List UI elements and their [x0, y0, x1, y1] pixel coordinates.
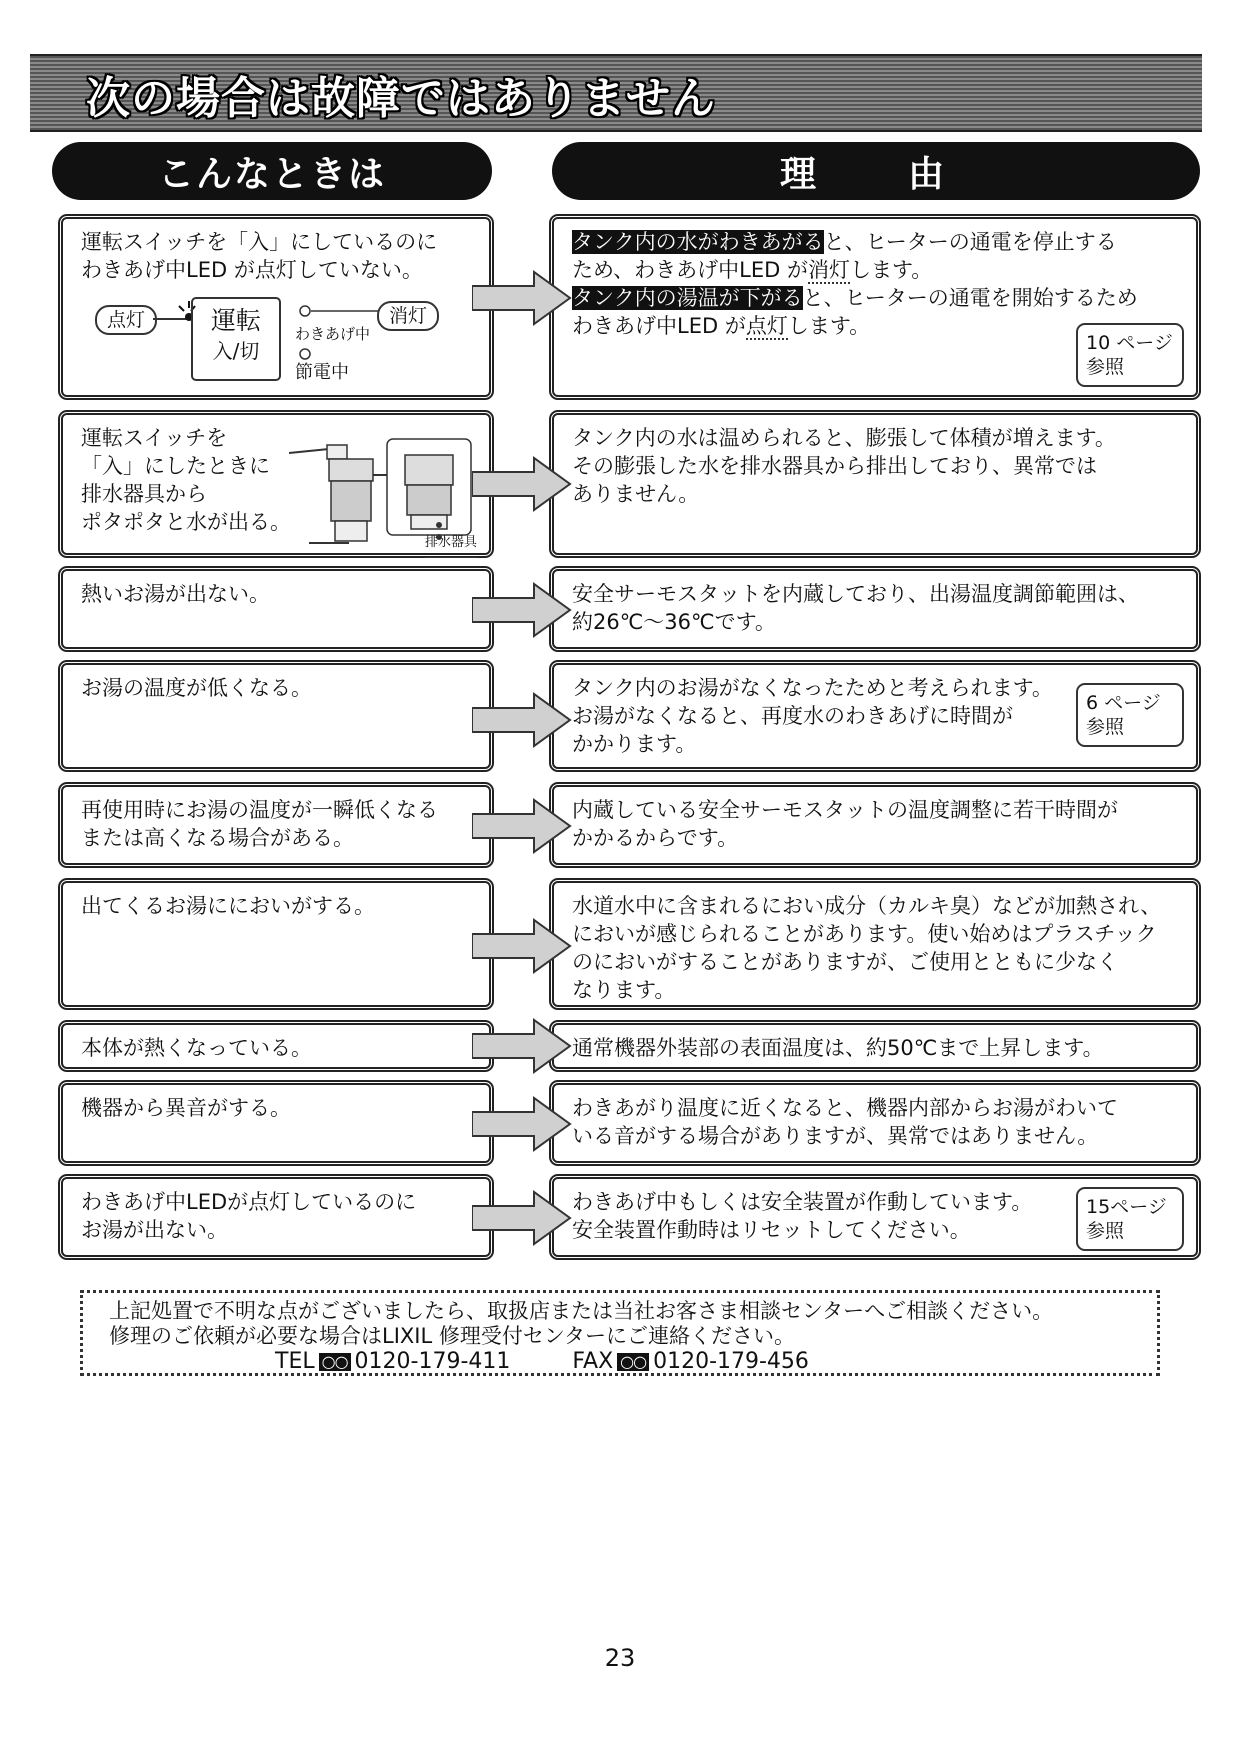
notice-line: 上記処置で不明な点がございましたら、取扱店または当社お客さま相談センターへご相談ください。 — [109, 1299, 1054, 1323]
arrow-icon — [472, 798, 572, 854]
arrow-icon — [472, 1096, 572, 1152]
reason-text: かかるからです。 — [572, 826, 739, 850]
reason-text: 安全装置作動時はリセットしてください。 — [572, 1218, 971, 1242]
symptom-text: わきあげ中LEDが点灯しているのに — [81, 1190, 417, 1214]
reason-text: 通常機器外装部の表面温度は、約50℃まで上昇します。 — [572, 1036, 1104, 1060]
reason-row-4 — [549, 660, 1201, 772]
symptom-row-3 — [58, 566, 494, 652]
symptom-row-8 — [58, 1080, 494, 1166]
reason-text: なります。 — [572, 978, 676, 1002]
arrow-icon — [472, 582, 572, 638]
symptom-row-5 — [58, 782, 494, 868]
arrow-icon — [472, 270, 572, 326]
reason-text: 内蔵している安全サーモスタットの温度調整に若干時間が — [572, 798, 1118, 822]
reason-text: 安全サーモスタットを内蔵しており、出湯温度調節範囲は、 — [572, 582, 1139, 606]
symptom-text: わきあげ中LED が点灯していない。 — [81, 258, 423, 282]
tel-number: 0120-179-411 — [354, 1349, 511, 1374]
led-boiling-label: わきあげ中 — [295, 325, 371, 343]
symptom-text: お湯の温度が低くなる。 — [81, 676, 312, 700]
power-switch — [191, 297, 281, 381]
switch-led-illustration — [63, 291, 483, 381]
reason-text: かかります。 — [572, 732, 697, 756]
symptom-row-2 — [58, 410, 494, 558]
reason-text: 約26℃～36℃です。 — [572, 610, 776, 634]
reason-text: わきあげ中LED が点灯します。 — [572, 314, 871, 338]
free-dial-icon: ○○ — [319, 1353, 351, 1371]
switch-main-label: 運転 — [210, 306, 261, 335]
tel-label: TEL — [275, 1349, 315, 1374]
reason-text: タンク内のお湯がなくなったためと考えられます。 — [572, 676, 1053, 700]
reason-text: 水道水中に含まれるにおい成分（カルキ臭）などが加熱され、 — [572, 894, 1162, 918]
reason-text: においが感じられることがあります。使い始めはプラスチック — [572, 922, 1157, 946]
symptom-text: 運転スイッチを — [81, 426, 228, 450]
phone-row — [109, 1349, 1131, 1374]
led-eco-label: 節電中 — [295, 362, 349, 383]
free-dial-icon: ○○ — [617, 1353, 649, 1371]
contact-notice — [80, 1290, 1160, 1376]
arrow-icon — [472, 456, 572, 512]
symptom-text: 排水器具から — [81, 482, 207, 506]
symptom-text: 本体が熱くなっている。 — [81, 1036, 312, 1060]
reason-text: ありません。 — [572, 482, 700, 506]
symptom-text: 熱いお湯が出ない。 — [81, 582, 270, 606]
symptom-text: 機器から異音がする。 — [81, 1096, 291, 1120]
symptom-row-4 — [58, 660, 494, 772]
reason-row-3 — [549, 566, 1201, 652]
symptom-text: 運転スイッチを「入」にしているのに — [81, 230, 438, 254]
arrow-icon — [472, 1018, 572, 1074]
header-banner — [30, 54, 1202, 132]
reason-text: タンク内の湯温が下がると、ヒーターの通電を開始するため — [572, 286, 1138, 310]
symptom-text: または高くなる場合がある。 — [81, 826, 354, 850]
reason-row-2 — [549, 410, 1201, 558]
column-header-symptom: こんなときは — [52, 142, 492, 200]
reason-row-6 — [549, 878, 1201, 1010]
reason-row-8 — [549, 1080, 1201, 1166]
lit-label: 点灯 — [95, 305, 157, 335]
page-number: 23 — [604, 1644, 636, 1672]
reason-text: わきあげ中もしくは安全装置が作動しています。 — [572, 1190, 1033, 1214]
led-off-icon — [299, 301, 379, 321]
off-label: 消灯 — [377, 301, 439, 331]
reason-text: のにおいがすることがありますが、ご使用とともに少なく — [572, 950, 1118, 974]
symptom-text: 出てくるお湯ににおいがする。 — [81, 894, 375, 918]
arrow-icon — [472, 918, 572, 974]
arrow-icon — [472, 692, 572, 748]
reason-text: お湯がなくなると、再度水のわきあげに時間が — [572, 704, 1013, 728]
reason-row-7 — [549, 1020, 1201, 1072]
notice-line: 修理のご依頼が必要な場合はLIXIL 修理受付センターにご連絡ください。 — [109, 1324, 796, 1348]
symptom-text: 「入」にしたときに — [81, 454, 270, 478]
reason-row-5 — [549, 782, 1201, 868]
symptom-text: お湯が出ない。 — [81, 1218, 228, 1242]
reason-text: タンク内の水は温められると、膨張して体積が増えます。 — [572, 426, 1116, 450]
page-title: 次の場合は故障ではありません — [86, 73, 716, 124]
fax-number: 0120-179-456 — [653, 1349, 809, 1374]
symptom-row-6 — [58, 878, 494, 1010]
symptom-row-1 — [58, 214, 494, 400]
reason-text: わきあがり温度に近くなると、機器内部からお湯がわいて — [572, 1096, 1118, 1120]
symptom-row-7 — [58, 1020, 494, 1072]
symptom-row-9 — [58, 1174, 494, 1260]
drain-fitting-label: 排水器具 — [425, 529, 477, 558]
column-header-reason: 理 由 — [552, 142, 1200, 200]
page-reference: 6 ページ 参照 — [1076, 683, 1184, 747]
reason-row-9 — [549, 1174, 1201, 1260]
reason-text: その膨張した水を排水器具から排出しており、異常では — [572, 454, 1097, 478]
reason-row-1 — [549, 214, 1201, 400]
reason-text: ため、わきあげ中LED が消灯します。 — [572, 258, 933, 282]
fax-label: FAX — [572, 1349, 614, 1374]
arrow-icon — [472, 1190, 572, 1246]
reason-text: いる音がする場合がありますが、異常ではありません。 — [572, 1124, 1099, 1148]
symptom-text: 再使用時にお湯の温度が一瞬低くなる — [81, 798, 438, 822]
switch-sub-label: 入/切 — [212, 339, 260, 363]
symptom-text: ポタポタと水が出る。 — [81, 510, 291, 534]
page-reference: 15ページ 参照 — [1076, 1187, 1184, 1251]
page-reference: 10 ページ 参照 — [1076, 323, 1184, 387]
reason-text: タンク内の水がわきあがると、ヒーターの通電を停止する — [572, 230, 1117, 254]
